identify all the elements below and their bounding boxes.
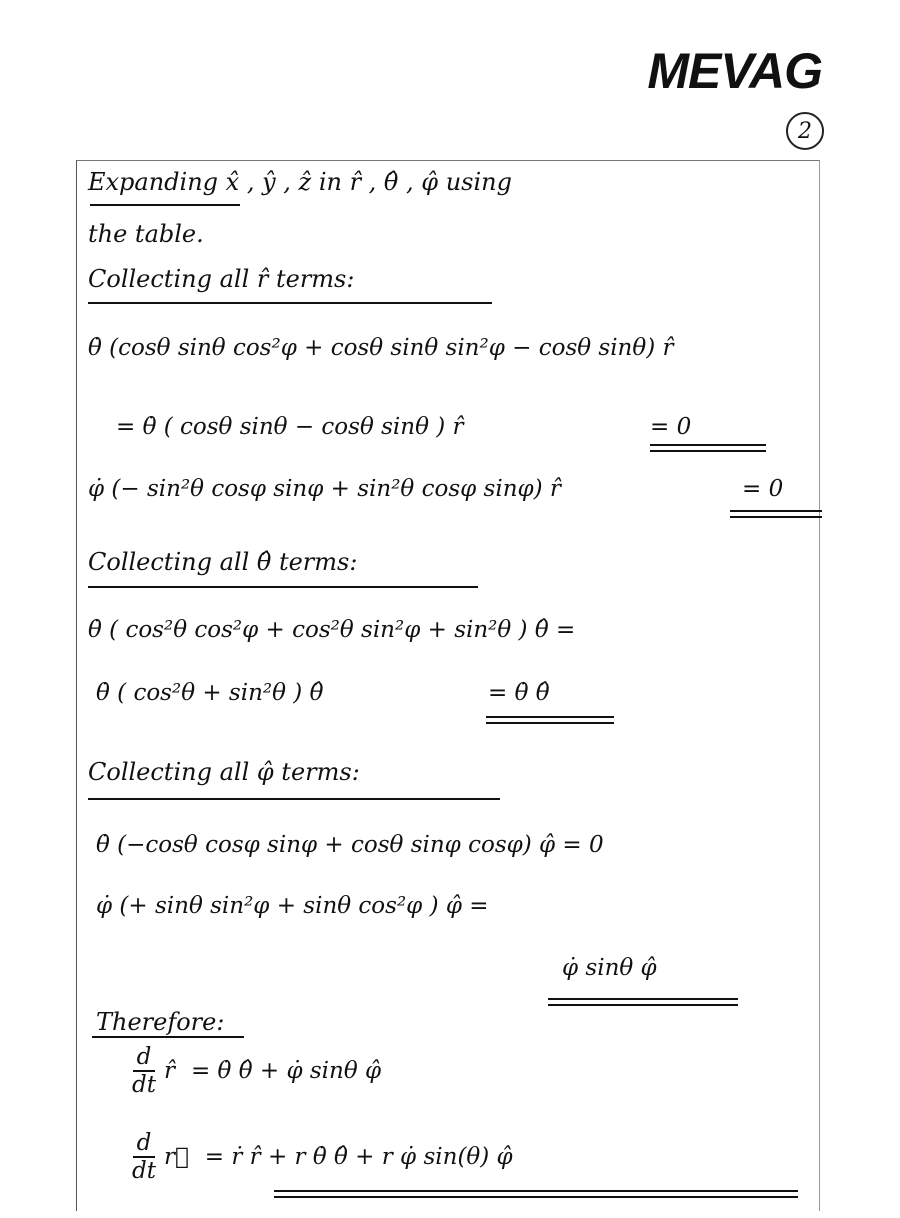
- final-equation-1: [132, 1044, 381, 1098]
- phi-terms-equation-1: θ̇ (−cosθ cosφ sinφ + cosθ sinφ cosφ) φ̂ = 0: [96, 832, 604, 858]
- final-equation-2-lhs: r⃗: [163, 1144, 189, 1170]
- therefore-heading: Therefore:: [96, 1008, 225, 1036]
- intro-underline: [90, 204, 240, 206]
- r-terms-equation-3: φ̇ (− sin²θ cosφ sinφ + sin²θ cosφ sinφ) r̂: [88, 476, 561, 502]
- theta-terms-heading: Collecting all θ̂ terms:: [88, 548, 358, 576]
- final-equation-1-rhs: = θ̇ θ̂ + φ̇ sinθ φ̂: [190, 1058, 382, 1084]
- theta-terms-equation-1: θ̇ ( cos²θ cos²φ + cos²θ sin²φ + sin²θ ) θ̂ =: [88, 617, 576, 643]
- logo: MEVAG: [647, 43, 822, 99]
- theta-terms-equation-2: θ̇ ( cos²θ + sin²θ ) θ̂: [96, 680, 324, 706]
- r-terms-heading-underline: [88, 302, 492, 304]
- phi-terms-equation-2: φ̇ (+ sinθ sin²φ + sinθ cos²φ ) φ̂ =: [96, 893, 489, 919]
- final-equation-1-lhs: r̂: [163, 1058, 175, 1084]
- theta-terms-equation-2-result: = θ̇ θ̂: [488, 680, 550, 706]
- r-terms-result-2-double-underline: [730, 510, 822, 518]
- derivative-operator-2: $\frac{d}{dt}$: [132, 1130, 156, 1184]
- r-terms-heading: Collecting all r̂ terms:: [88, 265, 355, 293]
- page-number-badge: 2: [786, 112, 824, 150]
- final-equation-2: [132, 1130, 513, 1184]
- therefore-underline: [92, 1036, 244, 1038]
- r-terms-equation-2-result: = 0: [650, 414, 692, 440]
- intro-line-2: the table.: [88, 220, 204, 248]
- phi-terms-heading-underline: [88, 798, 500, 800]
- r-terms-result-1-double-underline: [650, 444, 766, 452]
- phi-terms-result-double-underline: [548, 998, 738, 1006]
- derivative-operator-1: $\frac{d}{dt}$: [132, 1044, 156, 1098]
- phi-terms-heading: Collecting all φ̂ terms:: [88, 758, 360, 786]
- final-result-double-underline: [274, 1190, 798, 1198]
- final-equation-2-rhs: = ṙ r̂ + r θ̇ θ̂ + r φ̇ sin(θ) φ̂: [204, 1144, 513, 1170]
- intro-line-1: Expanding x̂ , ŷ , ẑ in r̂ , θ̂ , φ̂ using: [88, 168, 512, 196]
- theta-terms-result-double-underline: [486, 716, 614, 724]
- r-terms-equation-1: θ̇ (cosθ sinθ cos²φ + cosθ sinθ sin²φ − cosθ sinθ) r̂: [88, 335, 674, 361]
- theta-terms-heading-underline: [88, 586, 478, 588]
- r-terms-equation-3-result: = 0: [742, 476, 784, 502]
- phi-terms-equation-2-result: φ̇ sinθ φ̂: [562, 955, 657, 981]
- r-terms-equation-2: = θ̇ ( cosθ sinθ − cosθ sinθ ) r̂: [116, 414, 464, 440]
